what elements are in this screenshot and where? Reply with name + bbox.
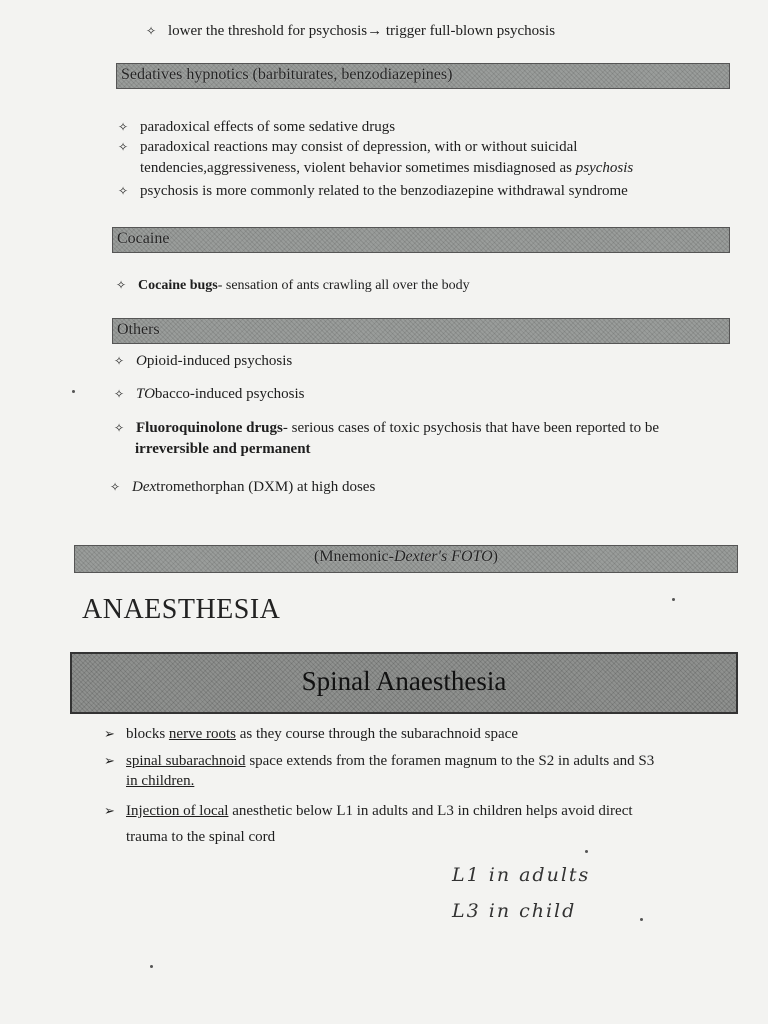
others-item-3: ✧ Fluoroquinolone drugs- serious cases of toxic psychosis that have been reported to be: [114, 420, 659, 436]
arrow-bullet-icon: ➢: [104, 727, 115, 742]
others-item-2: ✧ TObacco-induced psychosis: [114, 386, 305, 402]
section-title-cocaine: Cocaine: [117, 230, 170, 247]
mnemonic-band: [74, 545, 738, 573]
page-heading: ANAESTHESIA: [82, 594, 281, 625]
section-title-sedatives: Sedatives hypnotics (barbiturates, benzodiazepines): [121, 66, 453, 83]
arrow-bullet-icon: ➢: [104, 754, 115, 769]
section-band-sedatives: [116, 63, 730, 89]
sedatives-item-3: ✧ psychosis is more commonly related to the benzodiazepine withdrawal syndrome: [118, 183, 628, 199]
sedatives-item-2: ✧ paradoxical reactions may consist of depression, with or without suicidal: [118, 139, 578, 155]
spinal-title: Spinal Anaesthesia: [301, 666, 507, 696]
section-title-others: Others: [117, 321, 160, 338]
bullet-icon: ✧: [114, 354, 125, 368]
section-band-cocaine: [112, 227, 730, 253]
spinal-item-2-cont: in children.: [126, 773, 195, 789]
cocaine-item: ✧ Cocaine bugs- sensation of ants crawling all over the body: [116, 278, 470, 293]
section-band-others: [112, 318, 730, 344]
scan-speck: [640, 918, 643, 921]
scan-speck: [72, 390, 75, 393]
bullet-icon: ✧: [110, 480, 121, 494]
bullet-icon: ✧: [118, 184, 129, 198]
mnemonic-label: (Mnemonic-Dexter's FOTO): [314, 548, 498, 565]
bullet-icon: ✧: [114, 387, 125, 401]
others-item-1: ✧ Opioid-induced psychosis: [114, 353, 293, 369]
bullet-icon: ✧: [146, 24, 157, 38]
handwritten-note-1: L1 in adults: [452, 864, 591, 886]
bullet-icon: ✧: [114, 421, 125, 435]
scan-speck: [150, 965, 153, 968]
spinal-item-3-cont: trauma to the spinal cord: [126, 829, 276, 845]
scan-speck: [585, 850, 588, 853]
arrow-bullet-icon: ➢: [104, 804, 115, 819]
others-item-4: ✧ Dextromethorphan (DXM) at high doses: [110, 479, 376, 495]
spinal-band: [70, 652, 738, 714]
handwritten-note-2: L3 in child: [452, 900, 577, 922]
cocaine-bugs-term: Cocaine bugs: [138, 278, 218, 293]
italic-psychosis: psychosis: [575, 160, 634, 176]
top-item: [146, 22, 555, 41]
scan-speck: [672, 598, 675, 601]
bullet-icon: ✧: [116, 278, 127, 292]
sedatives-item-1: ✧ paradoxical effects of some sedative drugs: [118, 119, 396, 135]
others-item-3-cont: irreversible and permanent: [135, 441, 311, 457]
spinal-item-2: ➢ spinal subarachnoid space extends from the foramen magnum to the S2 in adults and S3: [104, 753, 655, 769]
spinal-item-1: ➢ blocks nerve roots as they course through the subarachnoid space: [104, 726, 518, 742]
bullet-icon: ✧: [118, 120, 129, 134]
top-item-text: lower the threshold for psychosis→ trigger full-blown psychosis: [168, 23, 556, 39]
spinal-item-3: ➢ Injection of local anesthetic below L1 in adults and L3 in children helps avoid direct: [104, 803, 633, 819]
bullet-icon: ✧: [118, 140, 129, 154]
sedatives-item-2-cont: tendencies,aggressiveness, violent behavior sometimes misdiagnosed as psychosis: [140, 160, 634, 176]
